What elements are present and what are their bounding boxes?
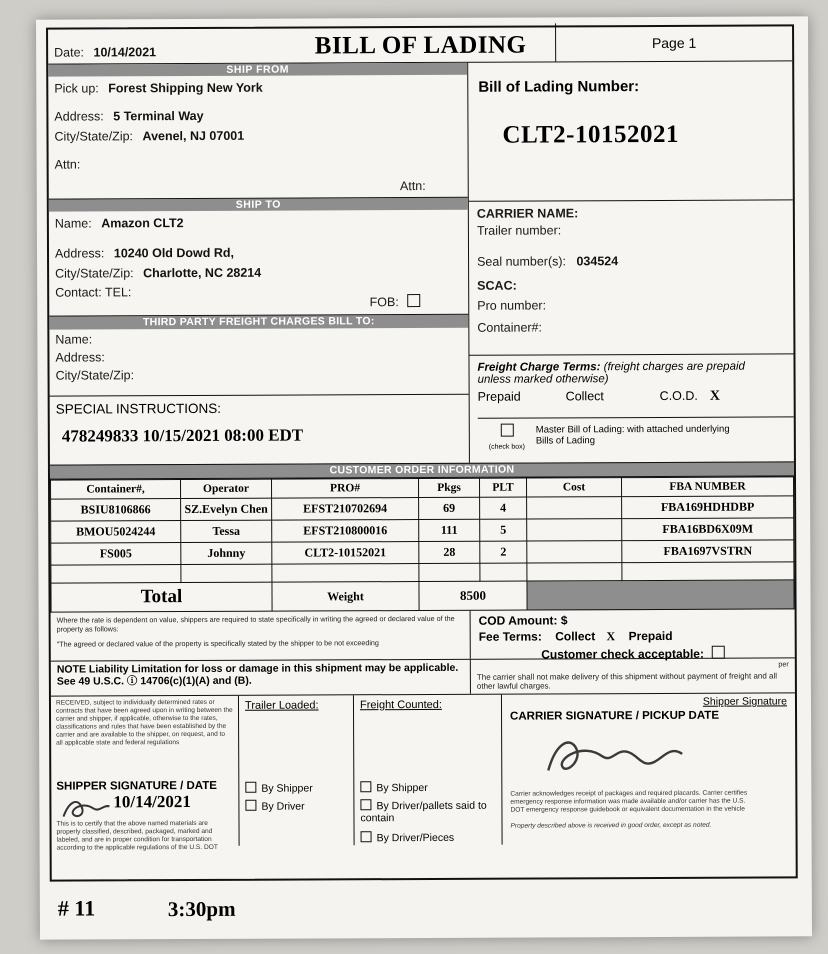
seal-number-value: 034524 (576, 254, 619, 269)
special-label-row (50, 395, 469, 419)
signature-row (51, 692, 796, 852)
form-header (48, 26, 792, 64)
to-citystatezip-value: Charlotte, NC 28214 (143, 265, 262, 281)
from-citystatezip-label: City/State/Zip: (54, 129, 134, 144)
bill-of-lading-form (46, 24, 798, 881)
from-attn-label: Attn: (54, 157, 81, 172)
pickup-row (48, 75, 467, 98)
rate-note-block (51, 611, 471, 661)
table-row (51, 540, 794, 565)
total-label: Total (51, 582, 272, 612)
cell-pkgs: 28 (419, 541, 480, 563)
tp-address-row (49, 347, 468, 367)
col-fba: FBA NUMBER (622, 477, 794, 497)
freight-by-shipper-label: By Shipper (376, 781, 428, 795)
carrier-block (469, 200, 794, 355)
cell-pro: EFST210800016 (272, 520, 419, 543)
master-bol-text: Master Bill of Lading: with attached underlying (535, 423, 730, 436)
cell-container: BMOU5024244 (51, 521, 181, 544)
pickup-value: Forest Shipping New York (108, 80, 263, 96)
ship-from-band: SHIP FROM (48, 63, 467, 77)
ship-to-block (49, 210, 468, 317)
freight-terms-subnote: unless marked otherwise) (477, 373, 609, 386)
carrier-note-block (471, 658, 795, 693)
fee-prepaid[interactable]: Prepaid (628, 628, 673, 644)
special-instructions-value: 478249833 10/15/2021 08:00 EDT (61, 425, 304, 446)
col-operator: Operator (181, 479, 272, 498)
col-pro: PRO# (272, 479, 419, 499)
from-attn-row (49, 144, 468, 174)
date-value: 10/14/2021 (93, 45, 157, 60)
tp-name-label: Name: (55, 332, 93, 347)
tp-address-label: Address: (55, 350, 105, 365)
trailer-by-shipper-option[interactable] (245, 781, 347, 794)
cell-container (51, 565, 181, 584)
customer-check-checkbox[interactable] (711, 646, 724, 659)
cell-plt (480, 563, 527, 581)
shipper-signature-label: SHIPPER SIGNATURE / DATE (56, 779, 217, 793)
table-row (51, 518, 794, 543)
third-party-block (49, 328, 468, 397)
cell-pro (272, 564, 419, 583)
cell-container: FS005 (51, 543, 181, 566)
left-column (48, 63, 470, 465)
total-filler (527, 580, 794, 610)
trailer-by-driver-label: By Driver (261, 800, 305, 813)
to-citystatezip-label: City/State/Zip: (55, 266, 134, 281)
trailer-loaded-block (239, 695, 355, 846)
cell-fba: FBA1697VSTRN (622, 540, 794, 563)
tp-citystatezip-label: City/State/Zip: (55, 368, 135, 383)
freight-by-driver-pallets-option[interactable] (360, 799, 495, 825)
fee-collect[interactable]: Collect (555, 629, 596, 644)
scac-label: SCAC: (477, 278, 517, 293)
freight-terms-options (478, 384, 794, 405)
freight-counted-block (354, 695, 503, 846)
pickup-label: Pick up: (54, 81, 99, 96)
cell-pkgs: 111 (419, 519, 480, 541)
customer-order-table (50, 476, 795, 612)
page-number: Page 1 (555, 22, 792, 61)
carrier-signature-mark (542, 734, 722, 788)
cod-block (471, 609, 795, 662)
weight-label: Weight (272, 582, 419, 612)
tp-citystatezip-row (50, 365, 469, 385)
note-bold-text: NOTE Liability Limitation for loss or damage in this shipment may be applicable. See 49 U.S.C. ⓘ 14706(c)(1)(A) and (B). (56, 661, 459, 688)
cell-fba: FBA16BD6X09M (622, 518, 794, 541)
to-name-row (49, 210, 468, 233)
to-address-value: 10240 Old Dowd Rd, (113, 245, 235, 261)
freight-by-driver-pieces-checkbox[interactable] (361, 831, 372, 842)
fee-terms-label: Fee Terms: (478, 629, 542, 644)
special-instructions-label: SPECIAL INSTRUCTIONS: (55, 400, 222, 417)
cell-cost (527, 563, 622, 581)
ship-from-block (48, 75, 468, 200)
pro-number-label: Pro number: (477, 298, 547, 313)
trailer-by-shipper-label: By Shipper (261, 782, 313, 795)
received-text: RECEIVED, subject to individually determined rates or contracts that have been agreed upon in writing between the carrier and shipper, if applicable, otherwise to the rates, classifications and rules that have been established by the carrier and are available to the shipper, on request, and to all applicable state and federal regulations (55, 698, 233, 747)
carrier-sig-block (502, 693, 796, 844)
to-contact-label: Contact: TEL: (55, 285, 132, 300)
carrier-ack-text: Carrier acknowledges receipt of packages and required placards. Carrier certifies emergency response information was made available and/or carrier has the U.S. DOT emergency response guidebook or equivalent documentation in the vehicle (510, 789, 748, 814)
note-block (51, 660, 471, 696)
cell-pkgs (419, 563, 480, 581)
freight-terms-note: (freight charges are prepaid (603, 360, 745, 374)
table-row (51, 496, 794, 521)
fee-collect-mark: X (606, 629, 616, 644)
cell-operator: SZ.Evelyn Chen (181, 498, 272, 520)
fee-terms-row (479, 626, 787, 644)
cell-operator (181, 564, 272, 582)
master-bol-checkbox[interactable] (500, 424, 513, 437)
freight-terms-block (469, 354, 794, 489)
date-field (48, 45, 286, 64)
seal-number-row (477, 237, 793, 270)
customer-order-band: CUSTOMER ORDER INFORMATION (50, 461, 794, 479)
weight-value: 8500 (419, 581, 527, 610)
freight-by-shipper-option[interactable] (360, 781, 495, 795)
trailer-by-shipper-checkbox[interactable] (245, 782, 256, 793)
cell-container: BSIU8106866 (51, 499, 181, 522)
cell-plt: 2 (480, 541, 527, 563)
legal-cod-row (51, 609, 795, 660)
cell-operator: Johnny (181, 542, 272, 564)
table-total-row (51, 580, 794, 612)
shipper-signature-heading: Shipper Signature (702, 695, 788, 708)
carrier-note-text: The carrier shall not make delivery of this shipment without payment of freight and all other lawful charges. (476, 671, 778, 691)
trailer-number-label: Trailer number: (476, 223, 562, 238)
bol-number-value: CLT2-10152021 (502, 120, 679, 149)
cell-fba (622, 562, 794, 581)
cod-mark: X (709, 388, 721, 404)
col-plt: PLT (480, 478, 527, 497)
cell-pro: CLT2-10152021 (272, 542, 419, 565)
cell-fba: FBA169HDHDBP (622, 496, 794, 519)
seal-number-label: Seal number(s): (477, 254, 567, 269)
bol-number-block (468, 61, 793, 201)
trailer-loaded-label: Trailer Loaded: (244, 699, 319, 712)
to-name-label: Name: (54, 216, 92, 231)
order-table-wrap (50, 476, 795, 612)
prepaid-option[interactable]: Prepaid (477, 389, 521, 404)
agreed-note: "The agreed or declared value of the property is specifically stated by the shipper to be not exceeding (56, 638, 379, 649)
from-attn-right-label: Attn: (399, 178, 426, 194)
cell-operator: Tessa (181, 520, 272, 542)
from-citystatezip-row (48, 124, 467, 146)
from-address-value: 5 Terminal Way (113, 108, 204, 124)
freight-by-driver-pieces-option[interactable] (361, 831, 496, 845)
carrier-container-label: Container#: (477, 320, 542, 335)
master-bol-text2: Bills of Lading (535, 435, 596, 447)
carrier-signature-label: CARRIER SIGNATURE / PICKUP DATE (510, 709, 720, 723)
scanned-paper (36, 16, 812, 939)
master-bol-row (478, 416, 794, 450)
to-citystatezip-row (49, 261, 468, 283)
shipper-sig-block (51, 696, 240, 852)
cell-plt: 5 (480, 519, 527, 541)
handwritten-number: # 11 (57, 895, 96, 921)
cod-option[interactable]: C.O.D. (659, 388, 698, 403)
customer-check-label: Customer check acceptable: (541, 646, 704, 662)
fob-checkbox[interactable] (407, 294, 420, 307)
col-cost: Cost (527, 478, 622, 497)
cell-cost (527, 497, 622, 519)
right-column (468, 61, 794, 462)
main-columns (48, 61, 794, 464)
fob-label: FOB: (369, 295, 399, 310)
property-received-text: Property described above is received in good order, except as noted. (510, 821, 712, 830)
cell-pro: EFST210702694 (272, 498, 419, 521)
bol-number-label: Bill of Lading Number: (478, 78, 640, 96)
freight-by-shipper-checkbox[interactable] (360, 781, 371, 792)
collect-option[interactable]: Collect (565, 389, 604, 404)
to-address-row (49, 231, 468, 263)
ship-to-band: SHIP TO (49, 198, 468, 212)
cod-amount-label: COD Amount: $ (478, 613, 568, 628)
to-name-value: Amazon CLT2 (101, 216, 184, 231)
tp-name-row (49, 328, 468, 349)
from-citystatezip-value: Avenel, NJ 07001 (142, 128, 245, 144)
certify-text: This is to certify that the above named materials are properly classified, described, packaged, marked and labeled, and are in proper condition for transportation according to the applicable regulations of the U.S. DOT (56, 819, 218, 852)
from-address-label: Address: (54, 109, 104, 124)
per-label: per (778, 659, 789, 669)
page-title: BILL OF LADING (314, 31, 527, 60)
trailer-by-driver-option[interactable] (245, 799, 347, 812)
fob-field (370, 293, 421, 311)
from-address-row (48, 96, 467, 126)
freight-by-driver-pallets-checkbox[interactable] (360, 799, 371, 810)
note-row (51, 657, 795, 695)
trailer-by-driver-checkbox[interactable] (245, 800, 256, 811)
col-pkgs: Pkgs (419, 478, 480, 497)
shipper-signature-date: 10/14/2021 (113, 792, 191, 812)
cell-cost (527, 541, 622, 563)
cell-pkgs: 69 (419, 497, 480, 519)
freight-by-driver-pallets-label: By Driver/pallets said to contain (360, 799, 487, 825)
carrier-name-label: CARRIER NAME: (476, 206, 579, 221)
freight-by-driver-pieces-label: By Driver/Pieces (376, 831, 455, 845)
date-label: Date: (54, 45, 85, 60)
cell-cost (527, 519, 622, 541)
to-address-label: Address: (54, 246, 105, 261)
third-party-band: THIRD PARTY FREIGHT CHARGES BILL TO: (49, 315, 468, 330)
col-container: Container#, (51, 480, 181, 500)
cell-plt: 4 (480, 497, 527, 519)
handwritten-time: 3:30pm (167, 896, 236, 922)
freight-terms-title: Freight Charge Terms: (477, 361, 601, 374)
rate-note: Where the rate is dependent on value, shippers are required to state specifically in writing the agreed or declared value of the property as follows: (56, 613, 455, 634)
freight-counted-label: Freight Counted: (359, 698, 442, 712)
checkbox-note: (check box) (488, 443, 525, 451)
